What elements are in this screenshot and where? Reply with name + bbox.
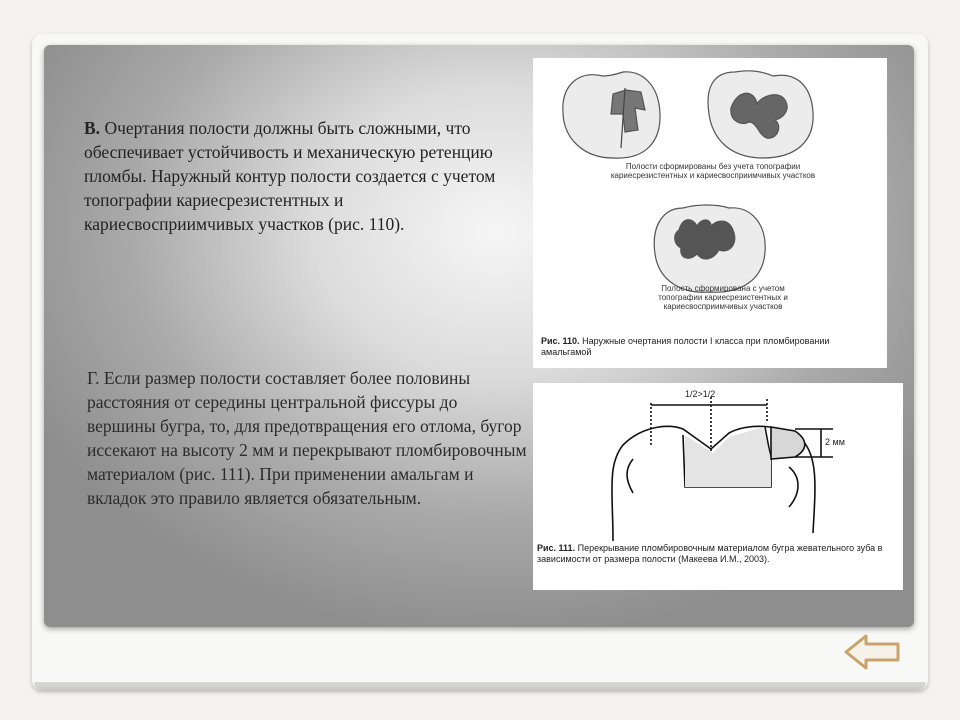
paragraph-v <box>84 116 516 236</box>
left-arrow-icon <box>842 630 902 674</box>
figure-110-top-caption <box>593 162 833 180</box>
figure-110-mid-caption-line2: топографии кариесрезистентных и <box>658 293 788 302</box>
paragraph-v-text: Очертания полости должны быть сложными, что обеспечивает устойчивость и механическую ретенцию пломбы. Наружный контур полости создается с учетом топографии кариесрезистентных и кариесвосприимчивых участков (рис. 110). <box>84 118 496 234</box>
figure-110-top-caption-line2: кариесрезистентных и кариесвосприимчивых участков <box>610 171 816 180</box>
figure-110-caption <box>541 336 881 358</box>
figure-111 <box>533 383 903 590</box>
figure-110-top-caption-line1: Полости сформированы без учета топографии <box>625 162 801 171</box>
tooth-3-illustration <box>654 205 765 292</box>
figure-110-mid-caption <box>613 284 833 311</box>
ratio-label: 1/2>1/2 <box>685 389 716 399</box>
figure-111-caption <box>537 543 897 565</box>
tooth-2-illustration <box>708 71 813 158</box>
paragraph-g <box>87 366 527 510</box>
figure-110-label: Рис. 110. <box>541 336 580 346</box>
figure-111-label: Рис. 111. <box>537 543 576 553</box>
figure-110-mid-caption-line3: кариесвосприимчивых участков <box>663 302 783 311</box>
figure-110 <box>533 58 887 368</box>
paragraph-g-label: Г. <box>87 368 100 388</box>
figure-110-caption-text: Наружные очертания полости I класса при пломбировании амальгамой <box>541 336 830 357</box>
height-label: 2 мм <box>825 437 845 447</box>
figure-110-drawing <box>533 58 887 368</box>
back-button[interactable] <box>842 630 902 674</box>
frame-bottom-bar <box>34 682 926 690</box>
paragraph-g-text: Если размер полости составляет более половины расстояния от середины центральной фиссуры до вершины бугра, то, для предотвращения его отлома, бугор иссекают на высоту 2 мм и перекрывают пломбировочным материалом (рис. 111). При применении амальгам и вкладок это правило является обязательным. <box>87 368 527 508</box>
tooth-1-illustration <box>563 72 660 158</box>
paragraph-v-label: В. <box>84 118 101 138</box>
figure-111-caption-text: Перекрывание пломбировочным материалом бугра жевательного зуба в зависимости от размера полости (Макеева И.М., 2003). <box>537 543 883 564</box>
figure-110-mid-caption-line1: Полость сформирована с учетом <box>661 284 785 293</box>
